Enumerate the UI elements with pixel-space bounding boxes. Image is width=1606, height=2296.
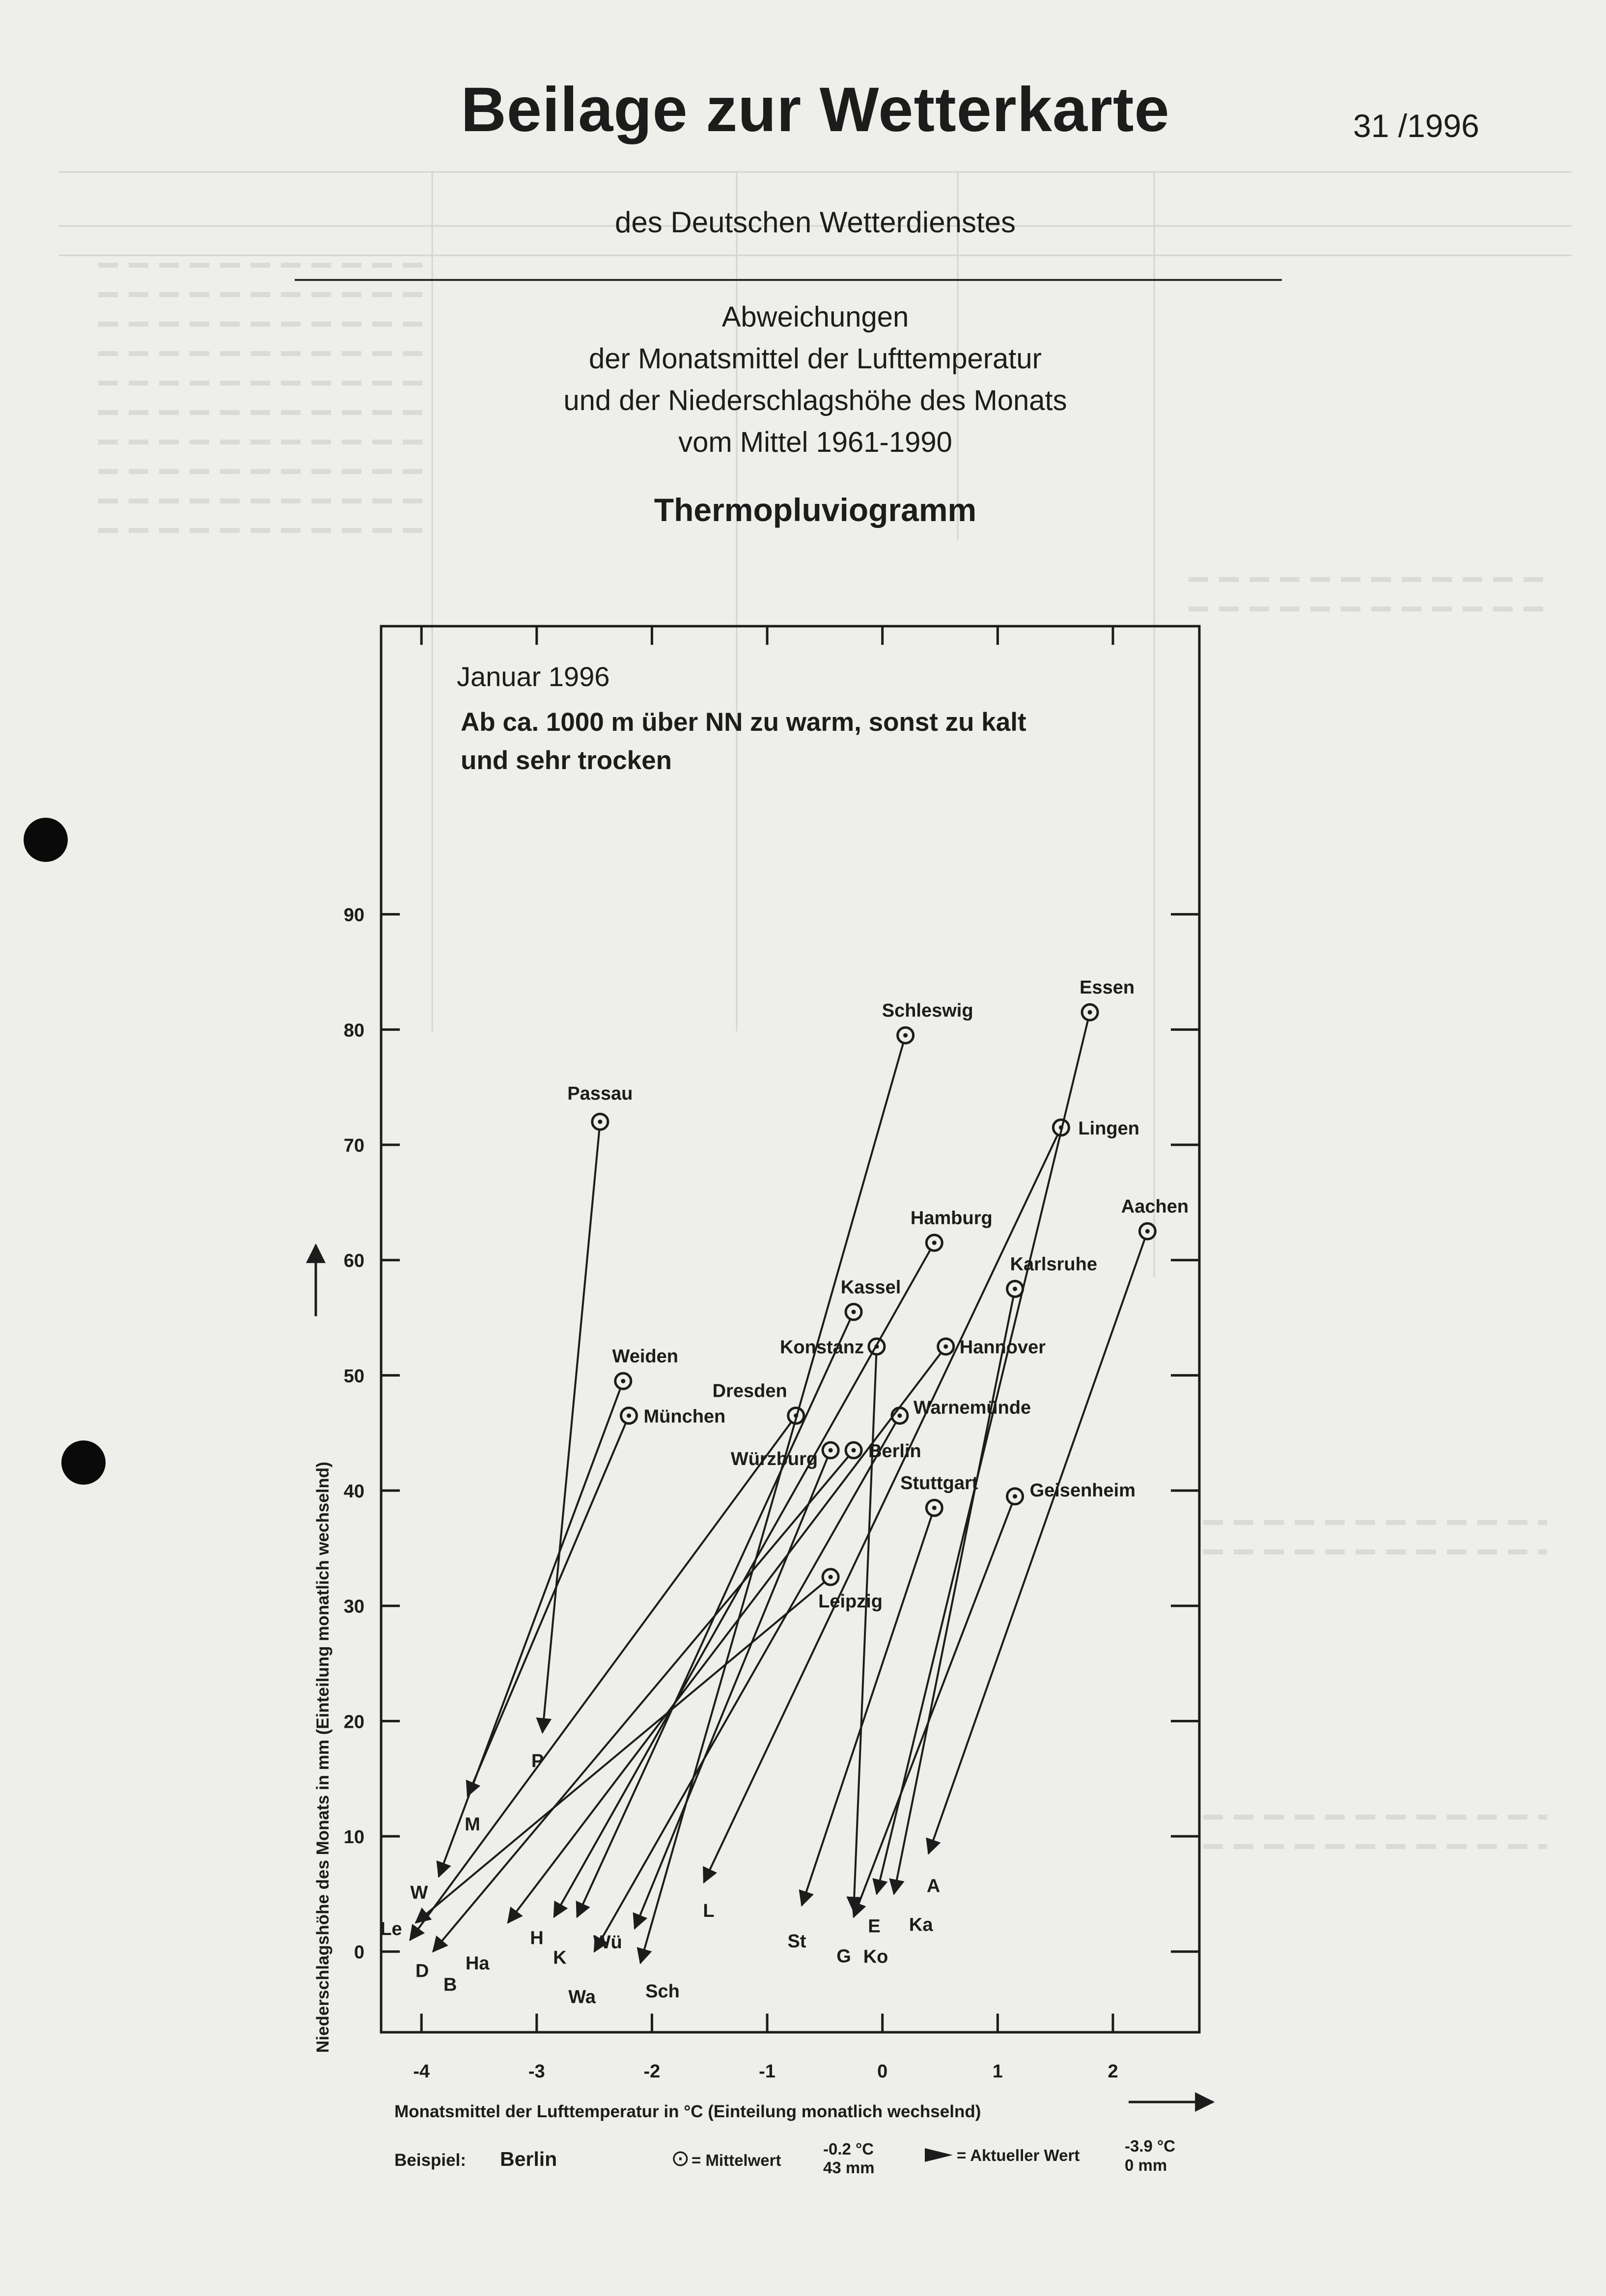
y-axis-label: Niederschlagshöhe des Monats in mm (Einteilung monatlich wechselnd) — [313, 1462, 332, 2053]
plot-frame — [381, 626, 1199, 2032]
arrow-leipzig — [415, 1582, 824, 1923]
station-label: München — [643, 1406, 726, 1427]
arrow-berlin — [433, 1456, 849, 1952]
mean-point — [869, 1339, 885, 1355]
legend-current-label: = Aktueller Wert — [957, 2146, 1080, 2164]
station-label: Karlsruhe — [1010, 1254, 1097, 1275]
mean-point — [621, 1408, 637, 1424]
arrow-würzburg — [635, 1458, 828, 1929]
arrow-passau — [543, 1130, 600, 1733]
current-value-label: B — [443, 1974, 457, 1995]
current-value-label: Sch — [645, 1981, 680, 2002]
y-tick-label: 10 — [343, 1827, 364, 1848]
chart-subtitle-line: Ab ca. 1000 m über NN zu warm, sonst zu kalt — [461, 708, 1026, 737]
station-label: Warnemünde — [913, 1397, 1031, 1418]
station-label: Konstanz — [779, 1337, 864, 1358]
mean-point — [1007, 1281, 1023, 1297]
current-value-label: M — [465, 1814, 480, 1835]
mean-point — [1007, 1489, 1023, 1504]
current-value-label: Wa — [568, 1987, 596, 2008]
y-tick-label: 90 — [343, 905, 364, 926]
chart-heading: Thermopluviogramm — [654, 492, 977, 528]
y-tick-label: 30 — [343, 1596, 364, 1617]
chart-subtitle-line: und sehr trocken — [461, 746, 672, 775]
station-label: Berlin — [868, 1440, 921, 1462]
mean-point — [823, 1569, 838, 1585]
mean-point — [926, 1500, 942, 1516]
description-line: und der Niederschlagshöhe des Monats — [563, 385, 1067, 416]
mean-point — [592, 1114, 608, 1130]
y-tick-label: 80 — [343, 1020, 364, 1041]
current-value-label: H — [530, 1928, 544, 1949]
station-label: Passau — [567, 1083, 633, 1105]
arrow-lingen — [704, 1134, 1058, 1882]
station-label: Aachen — [1121, 1196, 1189, 1217]
legend-mean-label: = Mittelwert — [692, 2151, 781, 2169]
arrow-schleswig — [640, 1043, 903, 1963]
chart-title: Januar 1996 — [457, 661, 610, 692]
mean-point — [615, 1373, 631, 1389]
description-line: der Monatsmittel der Lufttemperatur — [589, 343, 1042, 375]
description-line: Abweichungen — [721, 301, 909, 333]
y-tick-label: 70 — [343, 1135, 364, 1157]
legend — [394, 2137, 1175, 2177]
legend-mean-symbol: ⊙ — [671, 2145, 690, 2171]
x-tick-label: -2 — [643, 2061, 661, 2082]
station-label: Würzburg — [730, 1448, 818, 1469]
mean-point — [1082, 1004, 1098, 1020]
station-label: Hannover — [959, 1337, 1046, 1358]
arrow-warnemünde — [594, 1422, 896, 1951]
station-label: Kassel — [840, 1277, 901, 1298]
station-label: Hamburg — [910, 1208, 993, 1229]
description-line: vom Mittel 1961-1990 — [678, 426, 952, 458]
mean-point — [823, 1442, 838, 1458]
legend-example-station: Berlin — [500, 2148, 557, 2170]
station-label: Leipzig — [818, 1591, 883, 1612]
current-value-label: L — [703, 1900, 715, 1921]
x-tick-label: -3 — [528, 2061, 545, 2082]
x-tick-label: -1 — [759, 2061, 775, 2082]
legend-current-temperature: -3.9 °C — [1125, 2137, 1176, 2155]
current-value-label: W — [410, 1882, 428, 1904]
mean-point — [846, 1442, 861, 1458]
current-value-label: G — [836, 1946, 851, 1967]
arrow-münchen — [468, 1423, 626, 1796]
arrow-konstanz — [854, 1355, 876, 1911]
mean-point — [898, 1027, 914, 1043]
current-value-label: D — [415, 1961, 429, 1982]
arrow-geisenheim — [854, 1504, 1012, 1917]
current-value-label: Le — [380, 1919, 402, 1940]
y-tick-label: 20 — [343, 1712, 364, 1733]
current-value-label: Ka — [909, 1914, 933, 1936]
station-label: Schleswig — [882, 1000, 973, 1022]
issue-number: 31 /1996 — [1353, 108, 1479, 144]
legend-example-label: Beispiel: — [394, 2151, 466, 2170]
station-label: Essen — [1080, 977, 1135, 998]
y-tick-label: 40 — [343, 1481, 364, 1502]
arrow-dresden — [410, 1422, 792, 1940]
station-label: Dresden — [712, 1381, 787, 1402]
y-tick-label: 60 — [343, 1250, 364, 1272]
arrow-weiden — [439, 1388, 620, 1877]
station-label: Weiden — [612, 1346, 678, 1367]
mean-point — [926, 1235, 942, 1250]
legend-mean-precipitation: 43 mm — [823, 2158, 875, 2177]
x-tick-label: 1 — [992, 2061, 1003, 2082]
station-label: Lingen — [1078, 1118, 1139, 1139]
station-label: Stuttgart — [900, 1473, 978, 1494]
x-tick-label: 2 — [1108, 2061, 1118, 2082]
page-title: Beilage zur Wetterkarte — [461, 75, 1170, 145]
current-value-label: P — [531, 1750, 544, 1771]
x-axis-label: Monatsmittel der Lufttemperatur in °C (Einteilung monatlich wechselnd) — [394, 2102, 981, 2121]
x-tick-label: -4 — [413, 2061, 430, 2082]
arrow-karlsruhe — [894, 1297, 1013, 1897]
current-value-label: A — [926, 1876, 941, 1897]
legend-current-precipitation: 0 mm — [1125, 2156, 1167, 2174]
legend-arrowhead-icon — [925, 2148, 953, 2162]
publisher-subtitle: des Deutschen Wetterdienstes — [614, 206, 1016, 239]
current-value-label: Ha — [465, 1953, 490, 1974]
current-value-label: E — [868, 1916, 881, 1937]
current-value-label: K — [553, 1947, 567, 1968]
y-tick-label: 50 — [343, 1366, 364, 1387]
current-value-label: Ko — [863, 1946, 888, 1967]
station-label: Geisenheim — [1029, 1480, 1135, 1501]
legend-mean-temperature: -0.2 °C — [823, 2140, 874, 2158]
axes — [344, 626, 1199, 2082]
mean-point — [846, 1304, 861, 1320]
current-value-label: St — [787, 1931, 806, 1952]
mean-point — [1139, 1223, 1155, 1239]
x-tick-label: 0 — [877, 2061, 888, 2082]
y-tick-label: 0 — [354, 1942, 364, 1963]
mean-point — [938, 1339, 954, 1355]
current-value-label: Wü — [593, 1932, 622, 1953]
